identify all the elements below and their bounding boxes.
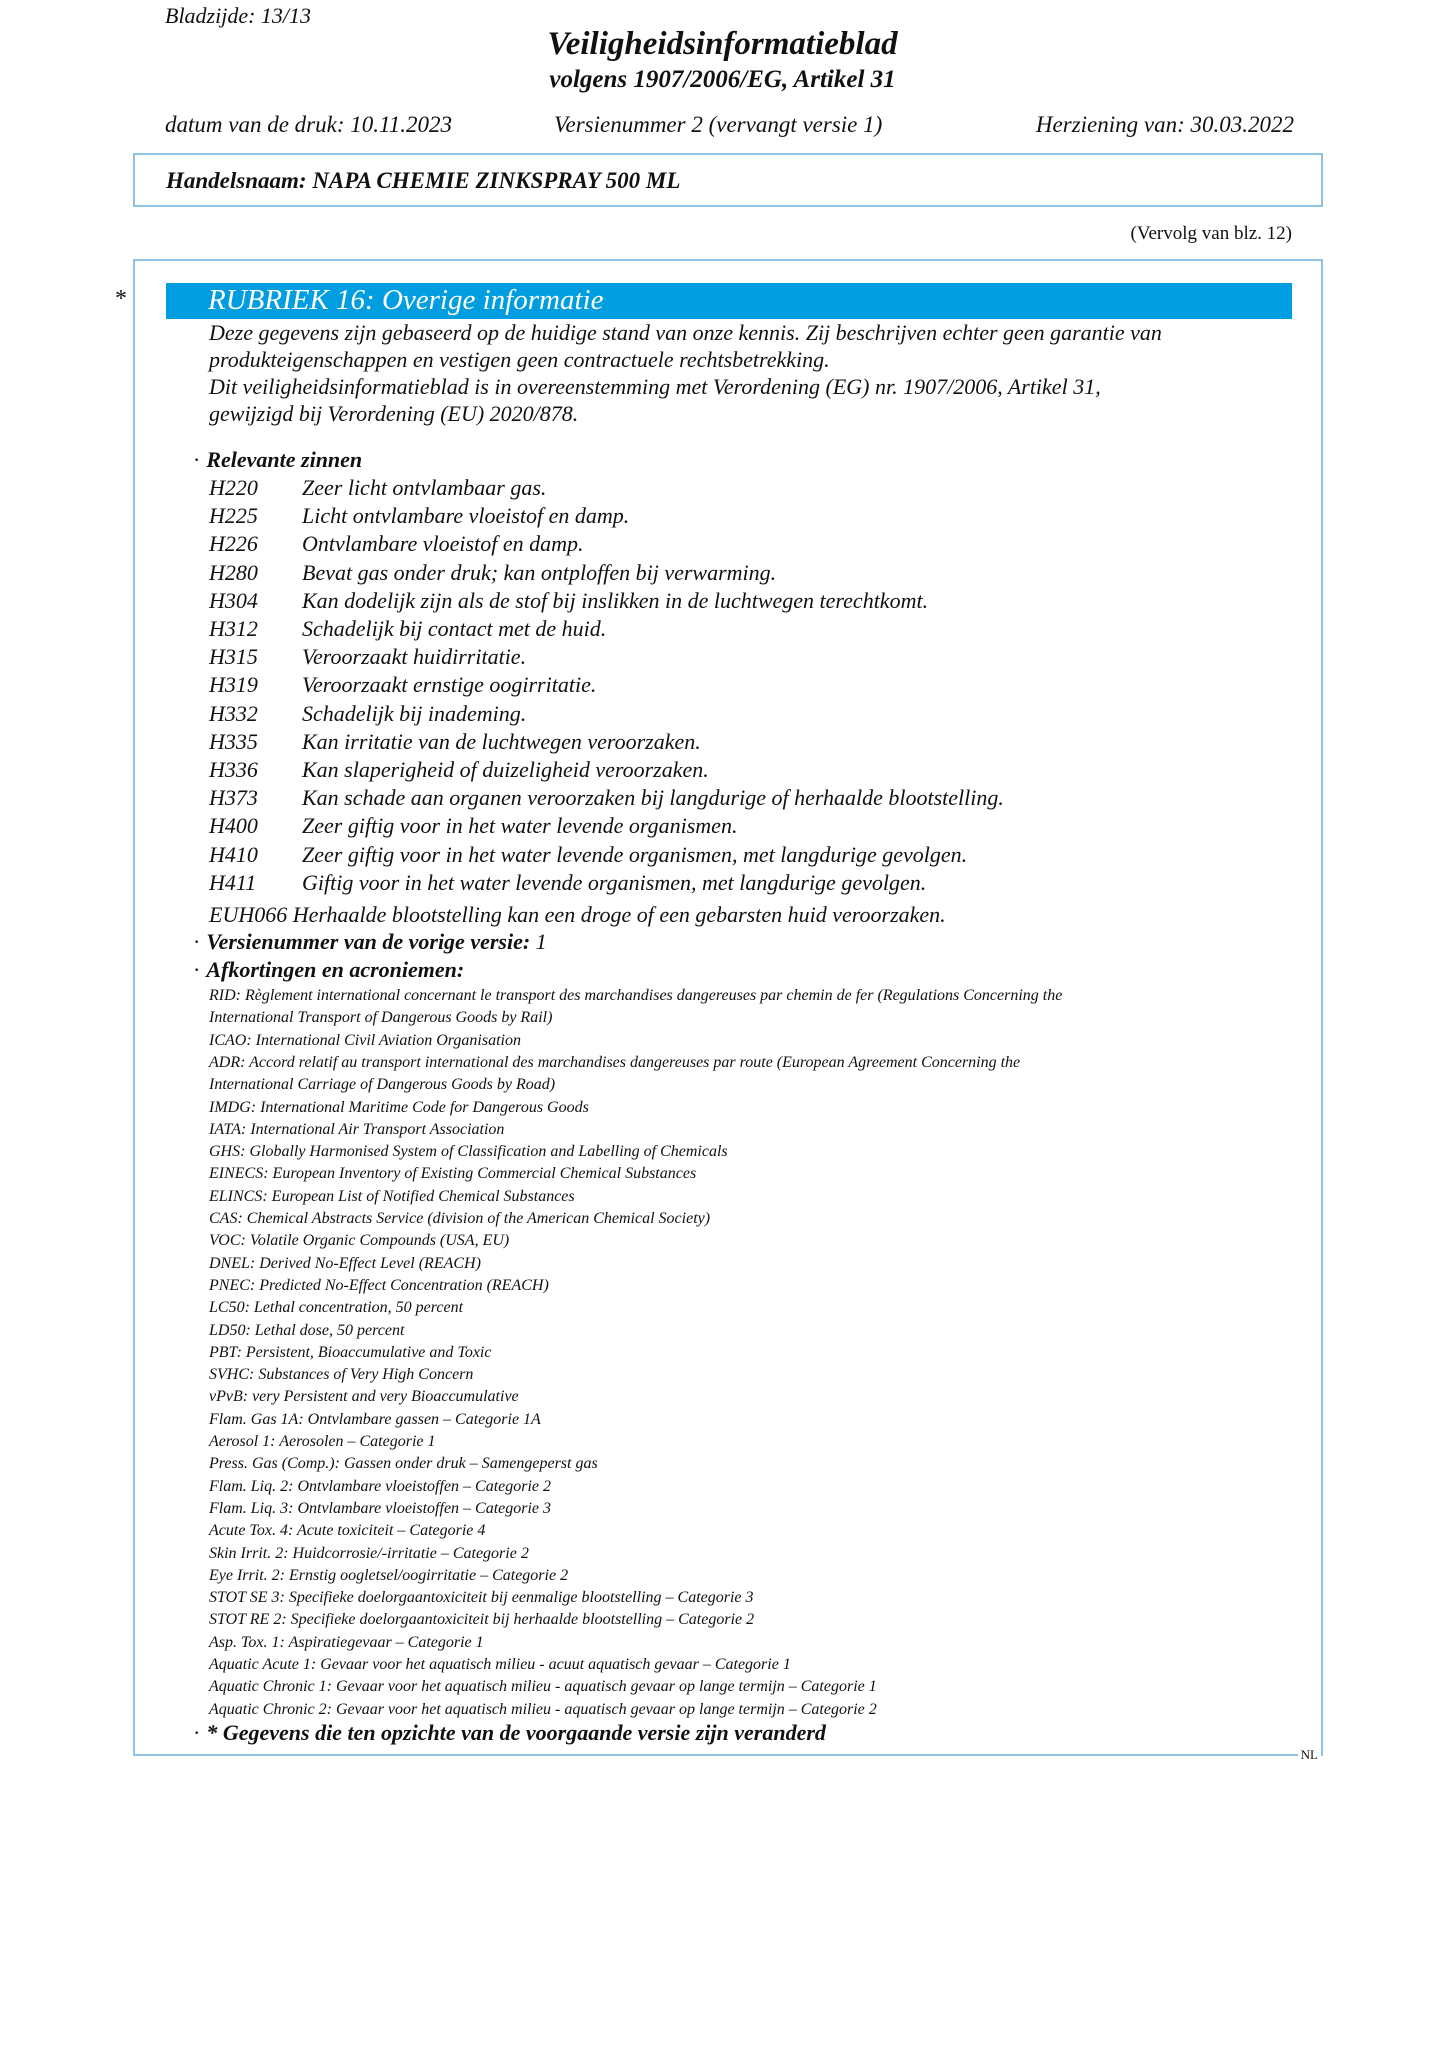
hazard-code: H315 [209, 644, 258, 670]
abbreviation-line: EINECS: European Inventory of Existing Commercial Chemical Substances [209, 1165, 697, 1183]
abbreviation-line: LC50: Lethal concentration, 50 percent [209, 1299, 464, 1317]
hazard-phrase-row [209, 588, 928, 616]
relevant-phrases-label: · Relevante zinnen [193, 447, 363, 472]
hazard-phrase-row [209, 644, 526, 672]
hazard-phrase-row [209, 729, 701, 757]
abbreviation-line: LD50: Lethal dose, 50 percent [209, 1321, 405, 1339]
abbreviation-line: Aquatic Chronic 2: Gevaar voor het aquatisch milieu - aquatisch gevaar op lange termijn – Categorie 2 [209, 1700, 877, 1718]
hazard-phrase-row [209, 813, 737, 841]
hazard-phrase-row [209, 842, 967, 870]
hazard-phrase-row [209, 757, 709, 785]
hazard-phrase-row [209, 503, 629, 531]
abbreviation-line: Aquatic Chronic 1: Gevaar voor het aquatisch milieu - aquatisch gevaar op lange termijn – Categorie 1 [209, 1678, 877, 1696]
intro-line: Deze gegevens zijn gebaseerd op de huidige stand van onze kennis. Zij beschrijven echter geen garantie van [209, 320, 1162, 345]
abbreviation-line: DNEL: Derived No-Effect Level (REACH) [209, 1254, 481, 1272]
abbreviation-line: STOT RE 2: Specifieke doelorgaantoxiciteit bij herhaalde blootstelling – Categorie 2 [209, 1611, 755, 1629]
intro-line: gewijzigd bij Verordening (EU) 2020/878. [209, 401, 579, 426]
hazard-code: H410 [209, 841, 258, 867]
abbreviation-line: Flam. Gas 1A: Ontvlambare gassen – Categorie 1A [209, 1410, 541, 1428]
hazard-code: H304 [209, 587, 258, 613]
print-date: datum van de druk: 10.11.2023 [165, 112, 453, 137]
abbreviation-line: Press. Gas (Comp.): Gassen onder druk – Samengeperst gas [209, 1455, 598, 1473]
hazard-text: Veroorzaakt huidirritatie. [302, 644, 527, 670]
hazard-code: H220 [209, 475, 258, 500]
hazard-text: Zeer giftig voor in het water levende organismen. [302, 813, 738, 839]
hazard-code: H280 [209, 559, 258, 585]
trade-name: Handelsnaam: NAPA CHEMIE ZINKSPRAY 500 ML [166, 168, 681, 193]
abbreviation-line: ELINCS: European List of Notified Chemical Substances [209, 1187, 575, 1205]
abbreviation-line: CAS: Chemical Abstracts Service (division of the American Chemical Society) [209, 1210, 711, 1227]
intro-line: produkteigenschappen en vestigen geen contractuele rechtsbetrekking. [209, 347, 830, 372]
hazard-text: Licht ontvlambare vloeistof en damp. [302, 503, 630, 529]
abbreviation-line: Aerosol 1: Aerosolen – Categorie 1 [209, 1433, 436, 1450]
abbreviations-label: · Afkortingen en acroniemen: [193, 957, 465, 982]
revision-date: Herziening van: 30.03.2022 [1035, 112, 1294, 137]
document-title: Veiligheidsinformatieblad [547, 26, 898, 62]
page-number: Bladzijde: 13/13 [165, 3, 312, 28]
abbreviation-line: RID: Règlement international concernant le transport des marchandises dangereuses par chemin de fer (Regulations Concerning the [209, 987, 1063, 1004]
abbreviation-line: Aquatic Acute 1: Gevaar voor het aquatisch milieu - acuut aquatisch gevaar – Categorie 1 [209, 1656, 791, 1673]
version-number: Versienummer 2 (vervangt versie 1) [554, 112, 883, 137]
abbreviation-line: International Carriage of Dangerous Goods by Road) [209, 1076, 556, 1094]
abbreviation-line: ADR: Accord relatif au transport international des marchandises dangereuses par route (European Agreement Concerning the [209, 1053, 1021, 1071]
hazard-text: Kan irritatie van de luchtwegen veroorzaken. [302, 728, 701, 754]
continued-from: (Vervolg van blz. 12) [1130, 223, 1292, 244]
abbreviation-line: Asp. Tox. 1: Aspiratiegevaar – Categorie 1 [209, 1633, 484, 1651]
hazard-code: H226 [209, 531, 258, 557]
abbreviation-line: Skin Irrit. 2: Huidcorrosie/-irritatie – Categorie 2 [209, 1544, 529, 1562]
hazard-code: H400 [209, 813, 258, 839]
hazard-code: H332 [209, 700, 258, 726]
abbreviation-line: Acute Tox. 4: Acute toxiciteit – Categorie 4 [209, 1522, 486, 1540]
bullet: · [193, 957, 201, 982]
previous-version-value: 1 [535, 929, 547, 954]
hazard-text: Zeer licht ontvlambaar gas. [302, 475, 547, 500]
abbreviation-line: VOC: Volatile Organic Compounds (USA, EU) [209, 1232, 510, 1250]
previous-version-label: · Versienummer van de vorige versie: 1 [193, 929, 547, 954]
hazard-text: Kan slaperigheid of duizeligheid veroorzaken. [302, 757, 709, 782]
hazard-text: Ontvlambare vloeistof en damp. [302, 531, 584, 557]
hazard-phrase-row [209, 560, 776, 588]
hazard-phrase-row [209, 531, 583, 559]
document-subtitle: volgens 1907/2006/EG, Artikel 31 [549, 66, 896, 93]
change-marker: * [115, 286, 127, 312]
hazard-phrase-row [209, 616, 606, 644]
abbreviation-line: Flam. Liq. 2: Ontvlambare vloeistoffen – Categorie 2 [209, 1477, 552, 1495]
hazard-text: Giftig voor in het water levende organismen, met langdurige gevolgen. [302, 869, 927, 895]
hazard-code: H411 [209, 869, 257, 895]
section-header-bar [166, 283, 1292, 319]
euh066-phrase: EUH066 Herhaalde blootstelling kan een droge of een gebarsten huid veroorzaken. [209, 902, 946, 927]
bullet: · [193, 1720, 201, 1745]
hazard-text: Bevat gas onder druk; kan ontploffen bij verwarming. [302, 559, 777, 585]
hazard-text: Schadelijk bij inademing. [302, 700, 527, 726]
hazard-phrase-row [209, 785, 1004, 813]
hazard-code: H319 [209, 672, 258, 698]
hazard-text: Zeer giftig voor in het water levende organismen, met langdurige gevolgen. [302, 841, 968, 867]
abbreviation-line: PBT: Persistent, Bioaccumulative and Toxic [209, 1343, 492, 1361]
abbreviation-line: SVHC: Substances of Very High Concern [209, 1366, 474, 1384]
bullet: · [193, 447, 201, 472]
intro-line: Dit veiligheidsinformatieblad is in overeenstemming met Verordening (EG) nr. 1907/2006, Artikel 31, [209, 374, 1101, 399]
abbreviation-line: ICAO: International Civil Aviation Organisation [209, 1031, 521, 1049]
hazard-text: Schadelijk bij contact met de huid. [302, 616, 607, 641]
hazard-phrase-row [209, 672, 596, 700]
hazard-code: H335 [209, 728, 258, 754]
hazard-code: H373 [209, 785, 258, 811]
hazard-phrase-row [209, 870, 926, 898]
hazard-code: H225 [209, 503, 258, 529]
bullet: · [193, 929, 201, 954]
abbreviation-line: IATA: International Air Transport Association [209, 1120, 505, 1138]
section-title: RUBRIEK 16: Overige informatie [208, 284, 604, 316]
hazard-code: H312 [209, 616, 258, 641]
trade-name-box [133, 153, 1323, 207]
hazard-phrase-row [209, 701, 526, 729]
hazard-phrase-row [209, 475, 546, 503]
changed-data-note: · * Gegevens die ten opzichte van de voorgaande versie zijn veranderd [193, 1720, 826, 1745]
hazard-text: Veroorzaakt ernstige oogirritatie. [302, 672, 597, 698]
hazard-text: Kan dodelijk zijn als de stof bij inslikken in de luchtwegen terechtkomt. [302, 587, 929, 613]
abbreviation-line: Flam. Liq. 3: Ontvlambare vloeistoffen – Categorie 3 [209, 1499, 552, 1517]
abbreviation-line: Eye Irrit. 2: Ernstig oogletsel/oogirritatie – Categorie 2 [209, 1566, 569, 1584]
language-code: NL [1298, 1747, 1321, 1763]
abbreviation-line: IMDG: International Maritime Code for Dangerous Goods [209, 1098, 589, 1116]
abbreviation-line: vPvB: very Persistent and very Bioaccumulative [209, 1388, 519, 1406]
hazard-text: Kan schade aan organen veroorzaken bij langdurige of herhaalde blootstelling. [302, 785, 1004, 811]
hazard-code: H336 [209, 757, 258, 782]
abbreviation-line: PNEC: Predicted No-Effect Concentration (REACH) [209, 1276, 549, 1294]
abbreviation-line: GHS: Globally Harmonised System of Classification and Labelling of Chemicals [209, 1143, 728, 1161]
abbreviation-line: STOT SE 3: Specifieke doelorgaantoxiciteit bij eenmalige blootstelling – Categorie 3 [209, 1589, 754, 1607]
abbreviation-line: International Transport of Dangerous Goods by Rail) [209, 1009, 553, 1027]
